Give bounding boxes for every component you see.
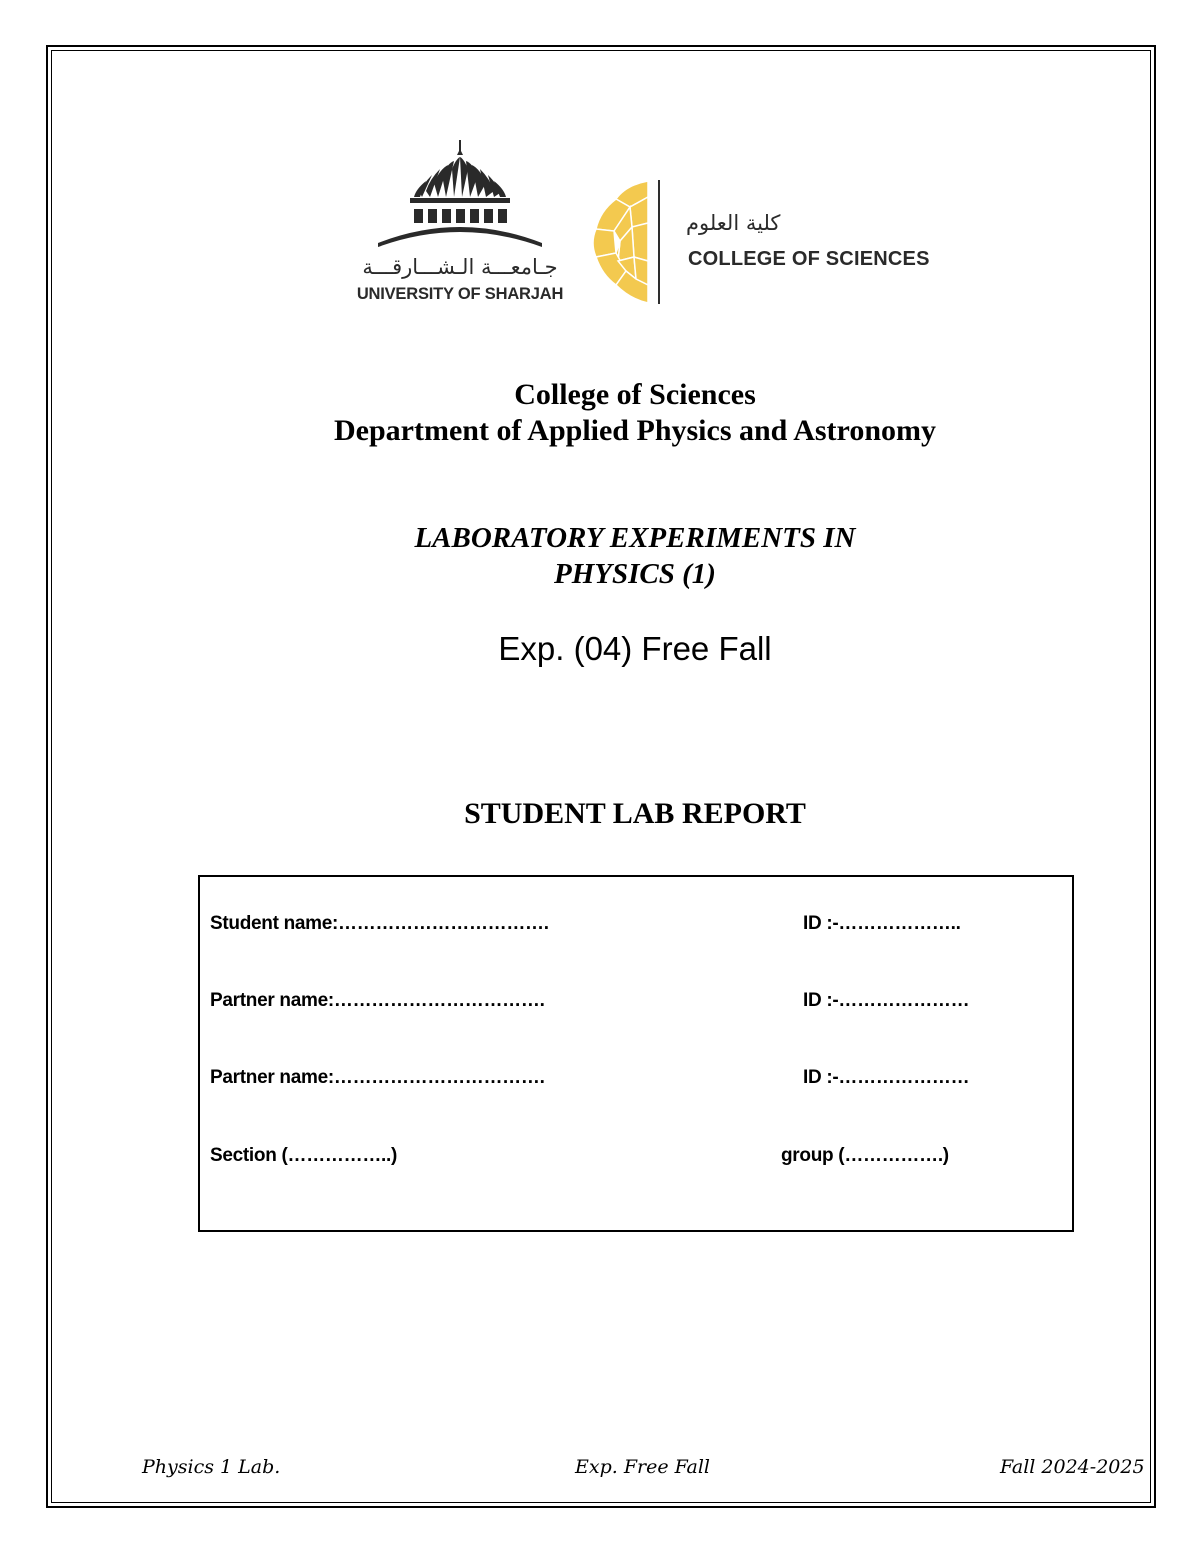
section-field[interactable]: Section (……………..) (210, 1145, 398, 1166)
university-of-sharjah-logo (340, 135, 585, 310)
partner1-name-field[interactable]: Partner name:……………………………. (210, 990, 545, 1011)
experiment-title: Exp. (04) Free Fall (498, 630, 772, 667)
department-title: Department of Applied Physics and Astronomy (334, 414, 936, 447)
student-info-box (198, 875, 1074, 1232)
report-title: STUDENT LAB REPORT (464, 797, 806, 830)
student-id-field[interactable]: ID :-……………….. (803, 913, 961, 934)
university-arabic-name: جـامعـــة الـشـــارقـــة (362, 255, 558, 279)
group-field[interactable]: group (…………….) (781, 1145, 949, 1166)
partner2-id-field[interactable]: ID :-………………… (803, 1067, 970, 1088)
footer-course: Physics 1 Lab. (142, 1456, 281, 1478)
college-title: College of Sciences (514, 378, 756, 411)
footer-experiment: Exp. Free Fall (575, 1456, 710, 1478)
student-name-field[interactable]: Student name:……………………………. (210, 913, 549, 934)
college-mosaic-icon (586, 177, 652, 307)
university-english-name: UNIVERSITY OF SHARJAH (356, 285, 564, 303)
college-arabic-name: كلية العلوم (686, 211, 781, 235)
lab-title-line2: PHYSICS (1) (554, 558, 716, 590)
college-english-name: COLLEGE OF SCIENCES (688, 248, 930, 270)
partner1-id-field[interactable]: ID :-………………… (803, 990, 970, 1011)
logo-block (340, 135, 940, 315)
logo-divider (658, 180, 660, 304)
footer-term: Fall 2024-2025 (1000, 1456, 1145, 1478)
lab-title-line1: LABORATORY EXPERIMENTS IN (414, 522, 856, 554)
partner2-name-field[interactable]: Partner name:……………………………. (210, 1067, 545, 1088)
university-dome-icon (370, 135, 545, 255)
